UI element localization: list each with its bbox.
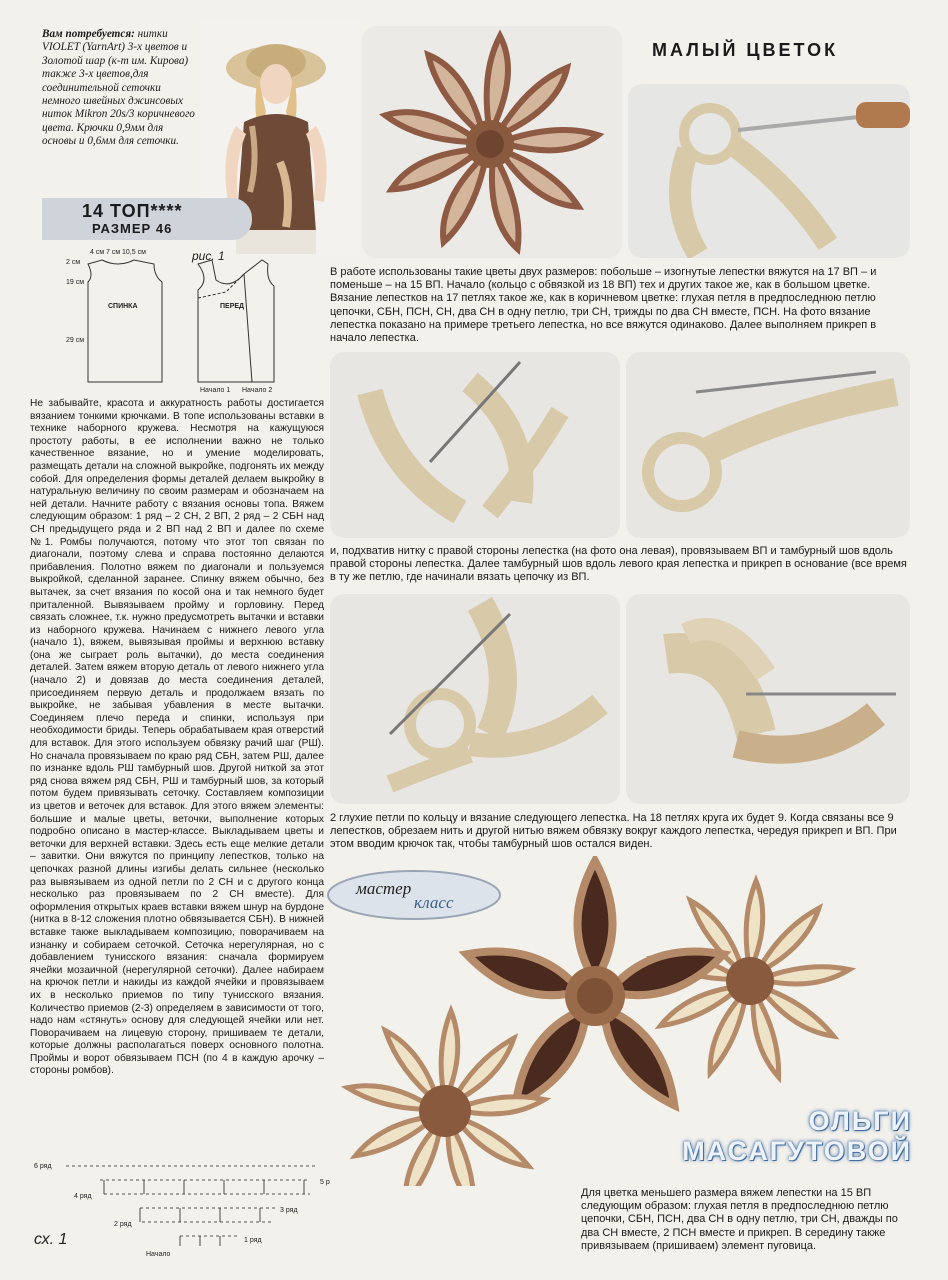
step-photo-3 <box>626 352 910 538</box>
back-label: СПИНКА <box>108 303 138 310</box>
materials-block <box>42 28 200 149</box>
materials-heading: Вам потребуется: <box>42 28 135 40</box>
dim-top-b: 7 см <box>106 249 121 256</box>
start-2-label: Начало 2 <box>242 387 273 394</box>
instructions-text: Не забывайте, красота и аккуратность работы достигается вязанием тонкими крючками. В топе использованы вставки в технике наборного кружева. Несмотря на кажущуюся простоту работы, в ее исполнении важно не только качественное вязание, но и умение моделировать, размещать детали на сложной выкройке, подгонять их между собой. Для определения формы деталей делаем выкройку в натуральную величину по своим размерам и обозначаем на ней детали. Начните работу с вязания основы топа. Вяжем следующим образом: 1 ряд – 2 СН, 2 ВП, 2 ряд – 2 СБН над СН предыдущего ряда и 2 ВП над 2 ВП и далее по схеме №1. Ромбы получаются, потому что этот топ связан по диагонали, поэтому слева и справа постоянно делаются прибавления. Полотно вяжем по диагонали и пользуемся выкройкой, сделанной заранее. Спинку вяжем обычно, без вытачек, за счет вязания по косой она и так немного будет приталенной. Вывязываем пройму и горловину. Перед связать сложнее, т.к. нужно предусмотреть вытачки и вставки из наборного кружева. Начинаем с нижнего левого угла (начало 1), вяжем, вывязывая проймы и верхнюю вставку (она же сыграет роль вытачки), до места соединения деталей. Затем вяжем вторую деталь от левого нижнего угла (начало 2) и довязав до места соединения деталей, присоединяем первую деталь и продолжаем вязать по выкройке, не забывая убавления в месте вытачки. Соединяем плечо переда и спинки, используя при необходимости бриды. Теперь обрабатываем края отверстий для вставок. Для этого используем обвязку рачий шаг (РШ). Но сначала провязываем по краю ряд СБН, затем РШ, далее по изнанке вдоль РШ тамбурный шов. Другой ниткой за этот ряд снова вяжем ряд СБН, РШ и тамбурный шов, за который потом будем привязывать сеточку. Составляем композиции из цветов и веточек для вставок. Для этого вяжем элементы: большие и малые цветы, веточки, выполнение которых подробно описано в мастер-классе. Выкладываем цветы и веточки для верхней вставки. Здесь есть еще мелкие детали – завитки. Они вяжутся по принципу лепестков, только на цепочках разной длины изгибы делать сильнее (несколько раз вывязываем из одной петли по 2 СН и с другого конца несколько раз провязываем по 2 СН вместе). Для оформления открытых краев вставки вяжем шнур на бурдоне (нитка в 8-12 сложения плотно обвязывается СБН). В нижней вставке также выкладываем композицию, поворачиваем на изнанку и собираем сеточкой. Сеточка нерегулярная, но с добавлением тунисского вязания: сначала формируем ячейки мозаичной (нерегулярной сеточки). Далее набираем на крючок петли и накиды из каждой ячейки и провязываем их в несколько приемов по типу тунисского вязания. Количество приемов (2-3) определяем в зависимости от того, надо нам «стянуть» основу для следующей ячейки или нет. Поворачиваем на лицевую сторону, пришиваем те детали, которые должны располагаться поверх основного полотна. Проймы и ворот обвязываем ПСН (по 4 в каждую арочку – стороны ромбов). <box>30 398 324 1077</box>
row-1-label: 1 ряд <box>244 1237 262 1244</box>
dim-top-c: 10,5 см <box>122 249 146 256</box>
row-2-label: 2 ряд <box>114 1221 132 1228</box>
large-flower-photo <box>362 26 622 258</box>
author-line-1: ОЛЬГИ <box>808 1106 912 1136</box>
chart-label: сх. 1 <box>34 1231 68 1248</box>
caption-3: 2 глухие петли по кольцу и вязание следующего лепестка. На 18 петлях круга их будет 9. Когда связаны все 9 лепестков, обрезаем нить и другой нитью вяжем обвязку вокруг каждого лепестка, чередуя прикреп и ВП. При этом вводим крючок так, чтобы тамбурный шов остался виден. <box>330 812 897 851</box>
model-number: 14 ТОП**** <box>82 201 183 221</box>
step-photo-5 <box>626 594 910 804</box>
caption-4: Для цветка меньшего размера вяжем лепестки на 15 ВП следующим образом: глухая петля в предпоследнюю петлю цепочки, СБН, ПСН, два СН в одну петлю, три СН, дважды по два СН вместе, 2 ПСН вместе и прикреп. В середину также привязываем (пришиваем) элемент пуговица. <box>581 1187 898 1252</box>
master-word: мастер <box>356 879 412 898</box>
step-photo-2 <box>330 352 620 538</box>
front-label: ПЕРЕД <box>220 303 245 310</box>
caption-1: В работе использованы такие цветы двух размеров: побольше – изогнутые лепестки вяжутся на 17 ВП – и поменьше – на 15 ВП. Начало (кольцо с обвязкой из 18 ВП) тех и других такое же, как в большом цветке. Вязание лепестков на 17 петлях такое же, как в коричневом цветке: глухая петля в предпоследнюю петлю цепочки, СБН, ПСН, СН, два СН в одну петлю, три СН, трижды по два СН вместе, ПСН. На фото вязание лепестка показано на примере третьего лепестка, но все вяжутся одинаково. Далее выполняем прикреп в начало лепестка. <box>330 266 877 345</box>
crochet-chart <box>30 1156 340 1266</box>
chart-start-label: Начало <box>146 1251 171 1258</box>
caption-2: и, подхватив нитку с правой стороны лепестка (на фото она левая), провязываем ВП и тамбурный шов вдоль правой стороны лепестка. Далее тамбурный шов вдоль левого края лепестка и прикреп в основание (все время в ту же петлю, где начинали вязать цепочку из ВП. <box>330 545 907 584</box>
fig-label: рис. 1 <box>192 249 225 263</box>
class-word: класс <box>414 893 454 912</box>
model-badge <box>42 198 252 240</box>
row-4-label: 4 ряд <box>74 1193 92 1200</box>
row-6-label: 6 ряд <box>34 1163 52 1170</box>
section-title: МАЛЫЙ ЦВЕТОК <box>652 40 839 60</box>
start-1-label: Начало 1 <box>200 387 231 394</box>
dim-top-a: 4 см <box>90 249 105 256</box>
model-size: РАЗМЕР 46 <box>92 221 173 236</box>
row-3-label: 3 ряд <box>280 1207 298 1214</box>
row-5-label: 5 р <box>320 1179 330 1186</box>
dim-19: 19 см <box>66 279 85 286</box>
author-line-2: МАСАГУТОВОЙ <box>682 1136 912 1166</box>
dim-29: 29 см <box>66 337 85 344</box>
pattern-diagram <box>30 246 328 394</box>
step-photo-1 <box>628 84 910 258</box>
materials-text: нитки VIOLET (YarnArt) 3-х цветов и Золотой шар (к-т им. Кирова) также 3-х цветов,для соединительной сеточки немного швейных джинсовых ниток Mikron 20s/3 коричневого цвета. Крючки 0,9мм для основы и 0,6мм для сеточки. <box>42 28 195 148</box>
step-photo-4 <box>330 594 620 804</box>
author-title <box>592 1106 912 1166</box>
dim-2: 2 см <box>66 259 81 266</box>
